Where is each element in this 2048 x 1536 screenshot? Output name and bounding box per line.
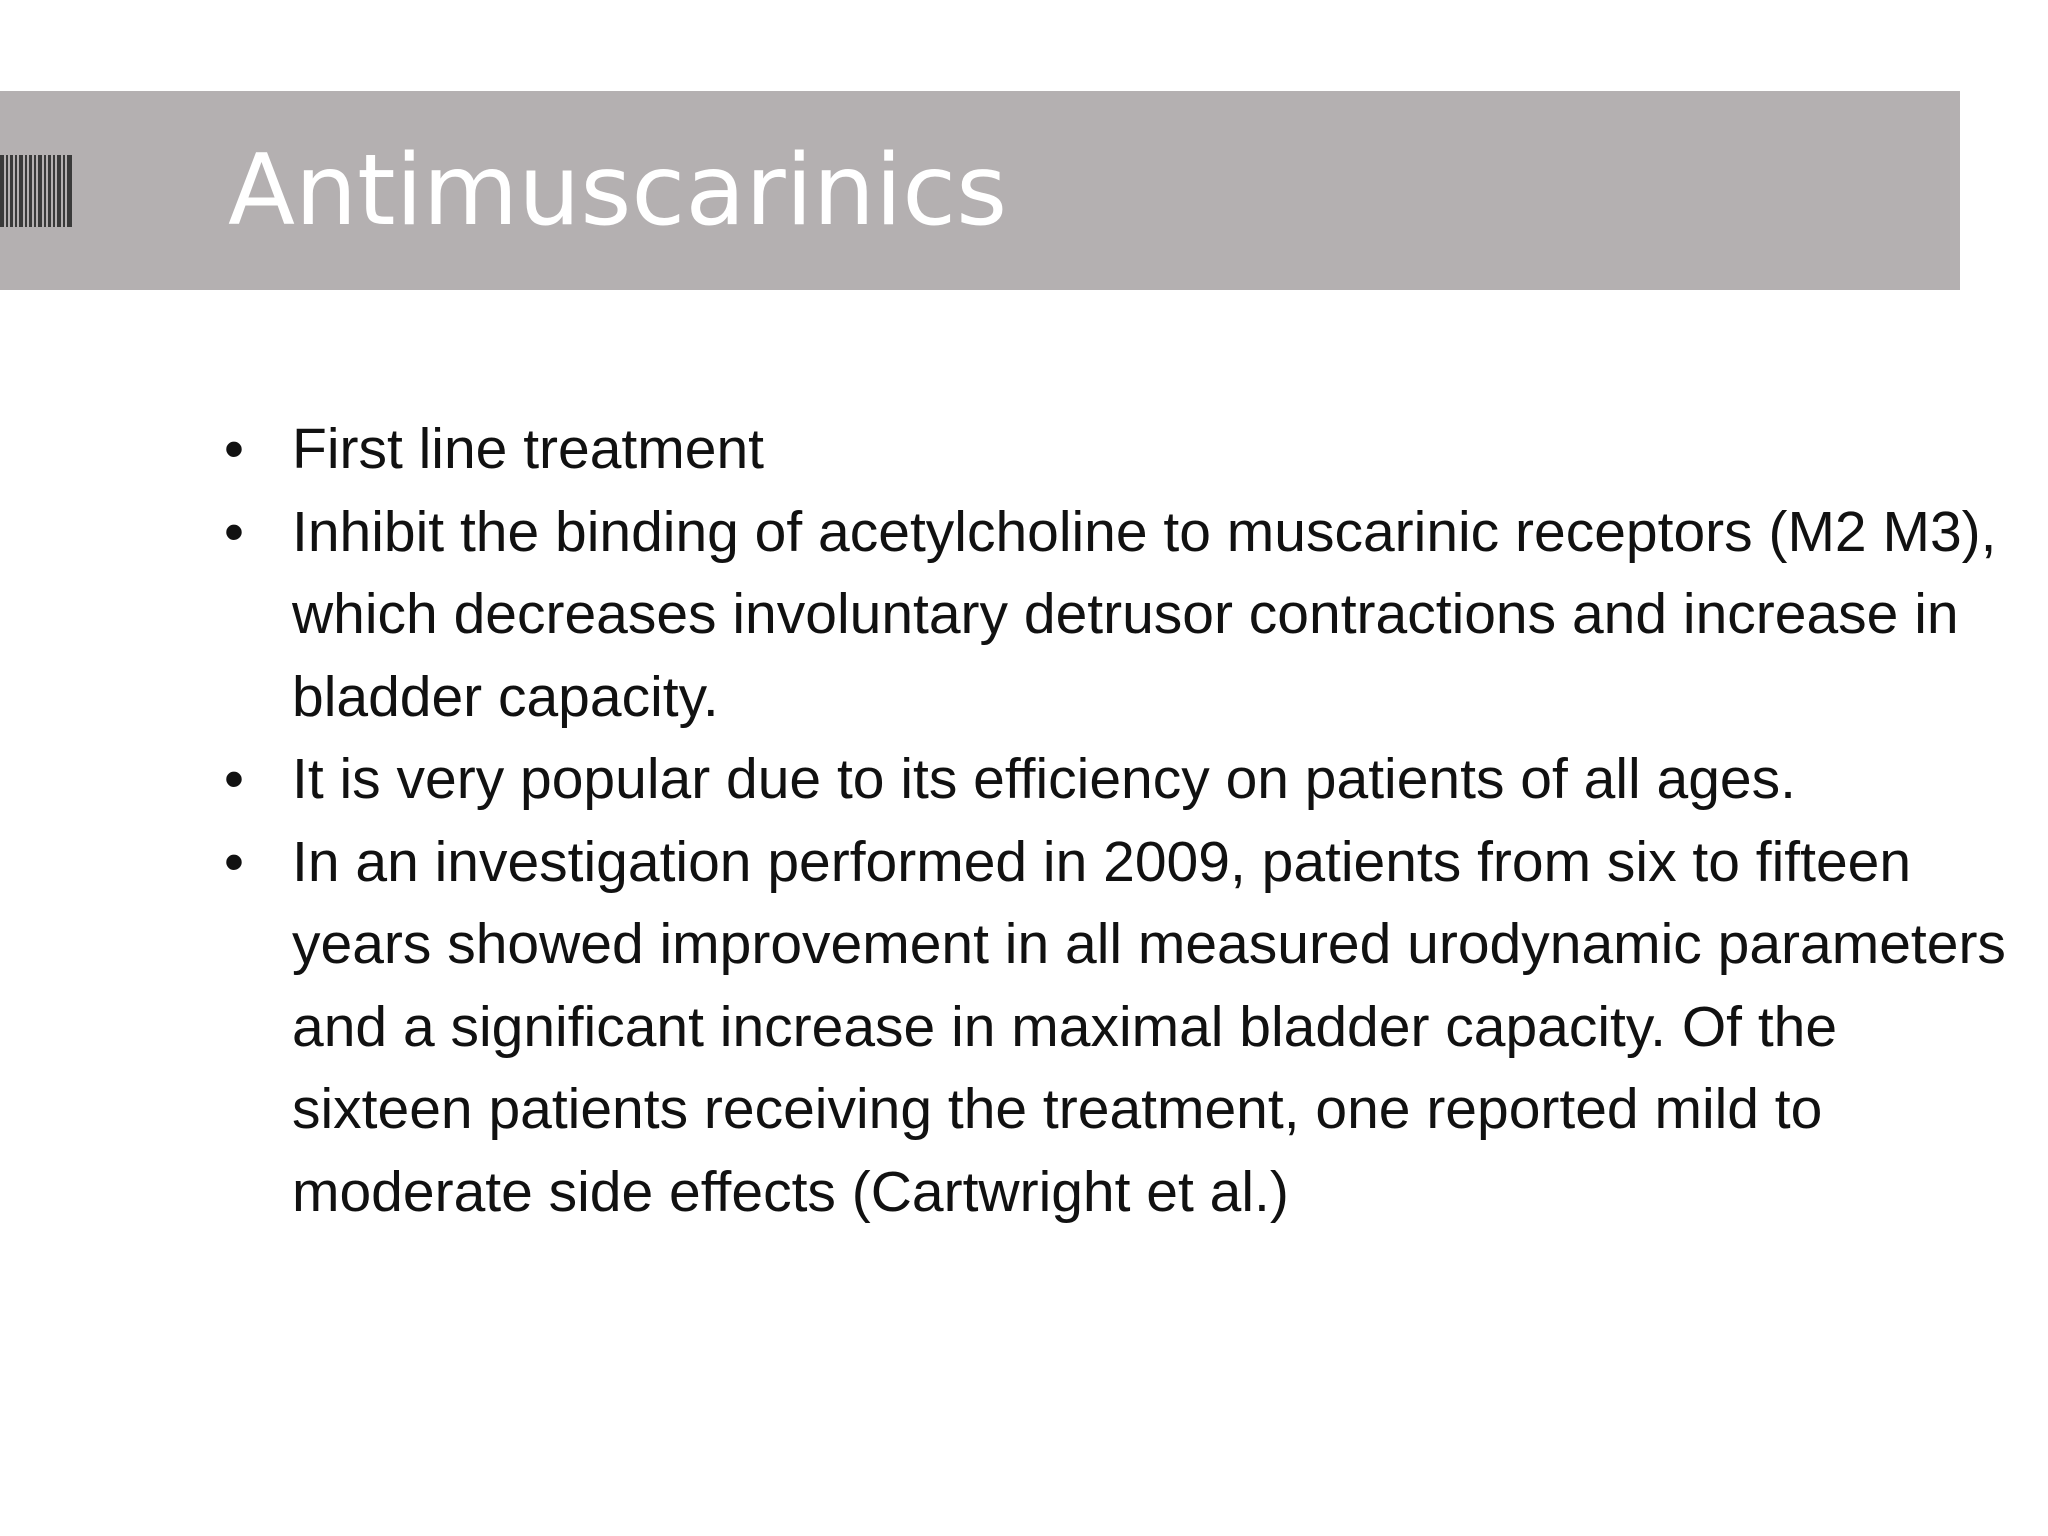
bullet-text: Inhibit the binding of acetylcholine to muscarinic receptors (M2 M3), which decreases involuntary detrusor contractions and increase in bladder capacity.	[292, 499, 1997, 729]
slide-title: Antimuscarinics	[228, 134, 1008, 248]
title-bar	[0, 91, 1960, 290]
bullet-dot-icon: •	[224, 499, 244, 564]
bullet-text: First line treatment	[292, 417, 764, 481]
barcode-icon	[0, 155, 72, 227]
bullet-item	[216, 738, 2006, 821]
bullet-dot-icon: •	[224, 417, 244, 481]
bullet-text: In an investigation performed in 2009, patients from six to fifteen years showed improvement in all measured urodynamic parameters and a significant increase in maximal bladder capacity. Of the sixteen patients receiving the treatment, one reported mild to moderate side effects (Cartwright et al.)	[292, 829, 2006, 1224]
bullet-dot-icon: •	[224, 747, 244, 811]
bullet-text: It is very popular due to its efficiency on patients of all ages.	[292, 747, 1796, 811]
bullet-item	[216, 491, 2006, 739]
bullet-item	[216, 821, 2006, 1234]
bullet-dot-icon: •	[224, 829, 244, 894]
bullet-item	[216, 408, 2006, 491]
bullet-list	[216, 408, 2006, 1233]
